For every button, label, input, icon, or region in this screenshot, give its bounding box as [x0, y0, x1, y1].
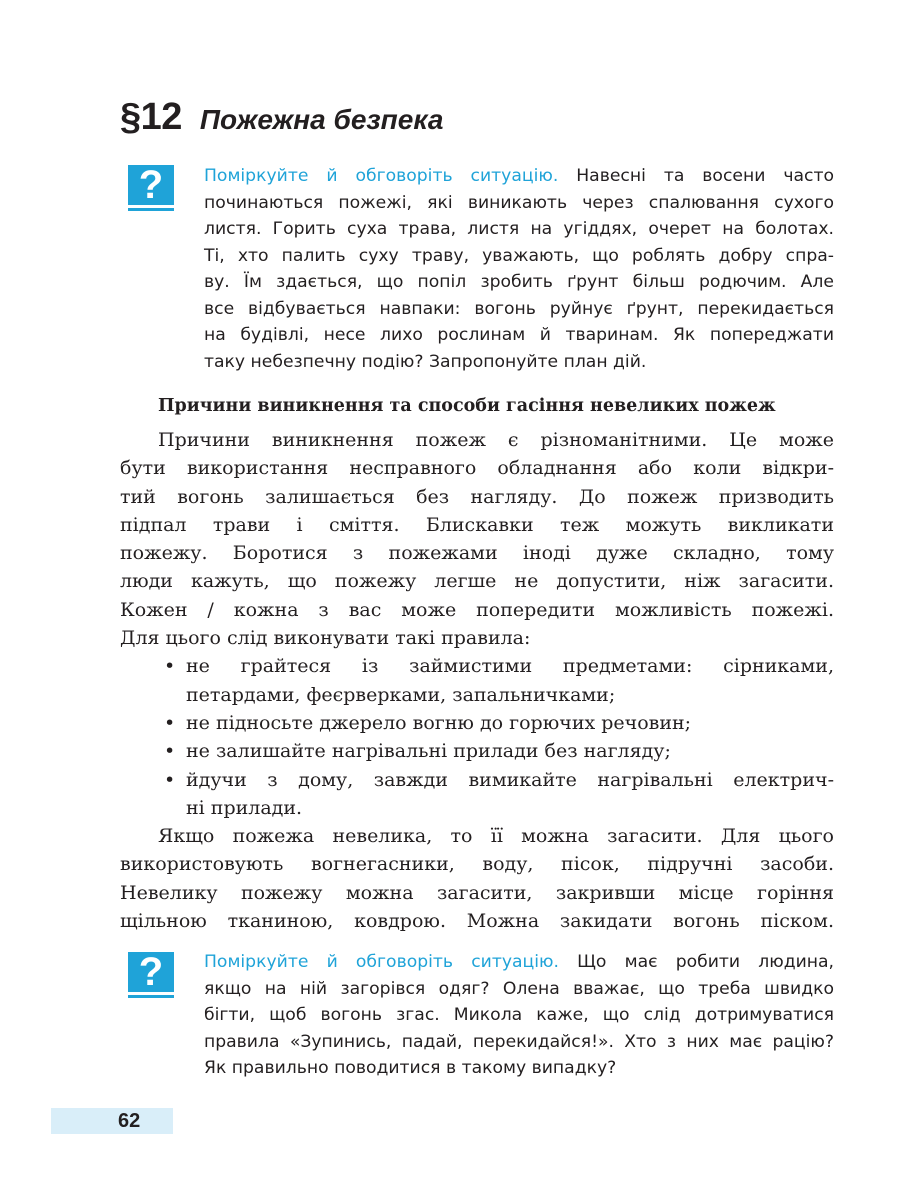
- rule-item-continuation: ні прилади.: [186, 796, 303, 819]
- question-icon: ?: [128, 165, 174, 211]
- paragraph-line: використовують вогнегасники, воду, пісок, підручні засоби.: [120, 853, 834, 876]
- paragraph-line: пожежу. Боротися з пожежами іноді дуже складно, тому: [120, 542, 834, 565]
- discussion-line: ву. Їм здається, що попіл зробить ґрунт більш родючим. Але: [204, 272, 834, 292]
- discussion-line: листя. Горить суха трава, листя на угіддях, очерет на болотах.: [204, 219, 834, 239]
- paragraph-line: Невелику пожежу можна загасити, закривши місце горіння: [120, 881, 834, 904]
- paragraph-line: щільною тканиною, ковдрою. Можна закидати вогонь піском.: [120, 910, 834, 933]
- subheading: Причини виникнення та способи гасіння невеликих пожеж: [158, 396, 776, 416]
- page-number-bar: [51, 1108, 173, 1134]
- discussion-line: Ті, хто палить суху траву, уважають, що роблять добру спра-: [204, 245, 834, 266]
- discussion-line: Поміркуйте й обговоріть ситуацію. Навесні та восени часто: [204, 166, 834, 186]
- paragraph-line: Для цього слід виконувати такі правила:: [120, 627, 531, 650]
- page-number: 62: [118, 1110, 141, 1132]
- paragraph-line: Якщо пожежа невелика, то її можна загасити. Для цього: [158, 825, 834, 848]
- paragraph-line: люди кажуть, що пожежу легше не допустити, ніж загасити.: [120, 570, 834, 593]
- paragraph-line: підпал трави і сміття. Блискавки теж можуть викликати: [120, 513, 834, 536]
- rule-item-continuation: петардами, феєрверками, запальничками;: [186, 683, 616, 706]
- rule-item: • не грайтеся із займистими предметами: сірниками,: [120, 652, 834, 680]
- discussion-line: Як правильно поводитися в такому випадку?: [204, 1058, 617, 1078]
- bullet: •: [164, 655, 176, 678]
- bullet: •: [164, 740, 176, 763]
- paragraph-line: бути використання несправного обладнання або коли відкри-: [120, 457, 834, 480]
- discussion-line: все відбувається навпаки: вогонь руйнує ґрунт, перекидається: [204, 298, 834, 319]
- body-text: [120, 426, 834, 935]
- discussion-line: якщо на ній загорівся одяг? Олена вважає, що треба швидко: [204, 978, 834, 999]
- bullet: •: [164, 711, 176, 734]
- discussion-line: на будівлі, несе лихо рослинам й тваринам. Як попереджати: [204, 325, 834, 345]
- discussion-prompt: Поміркуйте й обговоріть ситуацію.: [204, 166, 559, 186]
- section-header: [120, 96, 443, 139]
- discussion-block-2: [204, 949, 834, 1082]
- bullet: •: [164, 768, 176, 791]
- discussion-prompt: Поміркуйте й обговоріть ситуацію.: [204, 952, 559, 972]
- rule-item: • не залишайте нагрівальні прилади без нагляду;: [120, 737, 834, 765]
- discussion-block-1: [204, 163, 834, 375]
- rule-item: • йдучи з дому, завжди вимикайте нагрівальні електрич-: [120, 766, 834, 794]
- section-number: §12: [120, 96, 182, 138]
- paragraph-line: Кожен / кожна з вас може попередити можливість пожежі.: [120, 598, 834, 621]
- discussion-line: Поміркуйте й обговоріть ситуацію. Що має робити людина,: [204, 952, 834, 972]
- discussion-line: правила «Зупинись, падай, перекидайся!». Хто з них має рацію?: [204, 1031, 834, 1052]
- section-title: Пожежна безпека: [199, 104, 444, 135]
- rule-item: • не підносьте джерело вогню до горючих речовин;: [120, 709, 834, 737]
- discussion-line: бігти, щоб вогонь згас. Микола каже, що слід дотримуватися: [204, 1005, 834, 1025]
- question-icon: ?: [128, 952, 174, 998]
- paragraph-line: тий вогонь залишається без нагляду. До пожеж призводить: [120, 485, 834, 508]
- discussion-line: таку небезпечну подію? Запропонуйте план дій.: [204, 351, 647, 372]
- discussion-line: починаються пожежі, які виникають через спалювання сухого: [204, 192, 834, 213]
- paragraph-line: Причини виникнення пожеж є різноманітними. Це може: [158, 429, 834, 451]
